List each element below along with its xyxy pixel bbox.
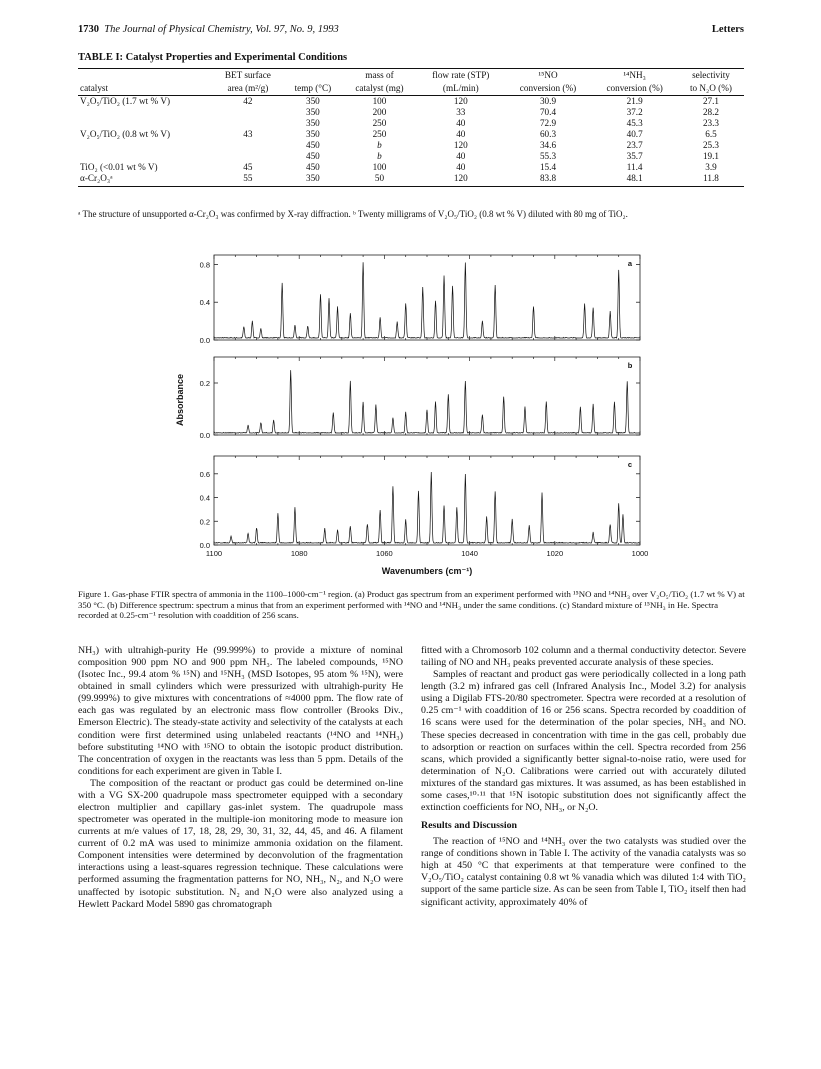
y-tick-label: 0.0 xyxy=(199,336,210,345)
figure-caption-text: Figure 1. Gas-phase FTIR spectra of ammonia in the 1100–1000-cm⁻¹ region. (a) Product gas spectrum from an experiment performed with ¹⁵NO and ¹⁴NH₃ over V₂O₅/TiO₂ (1.7 wt % V) at 350 °C. (b) Difference spectrum: spectrum a minus that from an experiment performed with ¹⁴NO and ¹⁴NH₃ under the same conditions. (c) Standard mixture of ¹⁵NH₃ in He. Spectra recorded at 0.25-cm⁻¹ resolution with coaddition of 256 scans. xyxy=(78,589,745,621)
x-tick-label: 1040 xyxy=(461,549,478,558)
figure-caption xyxy=(78,589,748,621)
page-number: 1730 xyxy=(78,24,99,35)
table-cell: 350 xyxy=(305,118,320,129)
section-heading: Results and Discussion xyxy=(421,820,518,832)
table-cell: 350 xyxy=(305,96,320,107)
paragraph: The reaction of ¹⁵NO and ¹⁴NH₃ over the two catalysts was studied over the range of conditions shown in Table I. The activity of the vanadia catalysts was so high at 450 °C that experiments at that temperature were confined to the V₂O₅/TiO₂ catalyst containing 0.8 wt % vanadia which was diluted 1:4 with TiO₂ support of the same particle size. As can be seen from Table I, TiO₂ itself then had significant activity, approximately 40% of xyxy=(421,836,746,908)
table-header-cell: ¹⁴NH₃ xyxy=(591,69,678,82)
table-cell: 450 xyxy=(305,151,320,162)
table-cell: 30.9 xyxy=(539,96,557,107)
table-cell: 42 xyxy=(243,96,253,107)
table-cell: α-Cr₂O₃ᵃ xyxy=(78,173,212,187)
y-tick-label: 0.4 xyxy=(199,298,210,308)
table-cell: 450 xyxy=(305,162,320,173)
table-cell: 40 xyxy=(456,129,466,140)
table-cell: 450 xyxy=(305,140,320,151)
x-tick-label: 1100 xyxy=(205,549,223,558)
table-cell: 23.7 xyxy=(626,140,643,151)
table-cell: 48.1 xyxy=(591,173,678,187)
section-name: Letters xyxy=(711,24,744,35)
table-cell: 40 xyxy=(456,162,466,173)
table-cell: 100 xyxy=(372,162,387,173)
table-header-cell: mass of xyxy=(342,69,417,82)
table-cell: V₂O₅/TiO₂ (0.8 wt % V) xyxy=(80,129,171,140)
plot-frame xyxy=(214,357,640,435)
table-cell: 72.9 xyxy=(539,118,557,129)
paragraph: fitted with a Chromosorb 102 column and a thermal conductivity detector. Severe tailing of NO and NH₃ peaks prevented accurate analysis of these species. xyxy=(421,645,746,669)
table-cell: 23.3 xyxy=(702,118,720,129)
y-tick-label: 0.0 xyxy=(199,541,210,550)
table-title: TABLE I: Catalyst Properties and Experimental Conditions xyxy=(78,52,348,63)
table-cell: 6.5 xyxy=(705,129,717,140)
table-header-cell: (mL/min) xyxy=(417,82,505,96)
body-column-left xyxy=(78,645,403,911)
table-cell: 11.8 xyxy=(678,173,744,187)
table-cell: b xyxy=(377,140,382,151)
table-header-cell: to N₂O (%) xyxy=(678,82,744,96)
spectrum-line xyxy=(214,472,640,543)
table-header-cell: ¹⁵NO xyxy=(505,69,592,82)
x-tick-label: 1080 xyxy=(290,549,308,558)
y-tick-label: 0.8 xyxy=(199,260,210,270)
table-cell: 350 xyxy=(284,173,342,187)
table-header-cell: catalyst xyxy=(78,82,212,96)
y-tick-label: 0.2 xyxy=(199,379,210,388)
spectrum-line xyxy=(214,370,640,433)
table-cell: 45.3 xyxy=(626,118,643,129)
table-header-cell: conversion (%) xyxy=(591,82,678,96)
table-header-cell: flow rate (STP) xyxy=(417,69,505,82)
table-cell: 100 xyxy=(372,96,387,107)
table-cell: 83.8 xyxy=(505,173,592,187)
table-header-cell: area (m²/g) xyxy=(212,82,284,96)
body-column-right xyxy=(421,645,746,909)
table-header-cell: conversion (%) xyxy=(505,82,592,96)
table-header-cell: BET surface xyxy=(212,69,284,82)
table-cell: 19.1 xyxy=(702,151,720,162)
table-cell: 37.2 xyxy=(626,107,643,118)
table-cell: 25.3 xyxy=(702,140,720,151)
panel-label: c xyxy=(627,460,633,469)
table-cell: 120 xyxy=(453,140,468,151)
table-cell: 350 xyxy=(305,107,320,118)
table-cell: 35.7 xyxy=(626,151,643,162)
table-cell: 50 xyxy=(342,173,417,187)
panel-label: a xyxy=(627,259,633,268)
table-header-cell: catalyst (mg) xyxy=(342,82,417,96)
table-cell: 70.4 xyxy=(539,107,557,118)
table-cell: 34.6 xyxy=(539,140,557,151)
journal-citation: The Journal of Physical Chemistry, Vol. 97, No. 9, 1993 xyxy=(104,24,339,35)
table-cell: TiO₂ (<0.01 wt % V) xyxy=(80,162,158,173)
table-cell: 120 xyxy=(417,173,505,187)
table-cell: 45 xyxy=(243,162,253,173)
table-header-cell: selectivity xyxy=(678,69,744,82)
table-cell: 200 xyxy=(372,107,387,118)
table-header-cell: temp (°C) xyxy=(284,82,342,96)
table-cell: 40 xyxy=(456,118,466,129)
paragraph: The composition of the reactant or product gas could be determined on-line with a VG SX-200 quadrupole mass spectrometer equipped with a secondary electron multiplier and capillary gas-inlet system. The quadrupole mass spectrometer was operated in the multiple-ion monitoring mode to measure ion currents at m/e values of 17, 18, 28, 29, 30, 31, 32, 44, 45, and 46. A filament current of 0.2 mA was used to minimize ammonia oxidation on the filament. Component intensities were determined by deconvolution of the fragmentation interactions using a least-squares regression technique. These calculations were performed assuming the fragmentation patterns for NO, NH₃, N₂, and N₂O were unaffected by isotopic substitution. N₂ and N₂O were also analyzed using a Hewlett Packard Model 5890 gas chromatograph xyxy=(78,777,403,910)
table-cell: 60.3 xyxy=(539,129,557,140)
table-cell: 40 xyxy=(456,151,466,162)
panel-label: b xyxy=(627,361,633,370)
table-footnote: ᵃ The structure of unsupported α-Cr₂O₃ was confirmed by X-ray diffraction. ᵇ Twenty milligrams of V₂O₅/TiO₂ (0.8 wt % V) diluted with 80 mg of TiO₂. xyxy=(78,209,628,219)
table-cell: b xyxy=(377,151,382,162)
table-cell: 15.4 xyxy=(539,162,557,173)
table-cell: 350 xyxy=(305,129,320,140)
x-tick-label: 1020 xyxy=(546,549,564,558)
table-cell: 21.9 xyxy=(626,96,643,107)
y-tick-label: 0.4 xyxy=(199,493,210,503)
y-tick-label: 0.6 xyxy=(199,469,210,479)
plot-frame xyxy=(214,255,640,340)
y-tick-label: 0.2 xyxy=(199,517,210,527)
table-cell: 33 xyxy=(456,107,466,118)
table-cell: 250 xyxy=(372,118,387,129)
table-cell: 3.9 xyxy=(705,162,717,173)
x-tick-label: 1000 xyxy=(631,549,649,558)
table-cell: 40.7 xyxy=(626,129,643,140)
table-cell: 55 xyxy=(212,173,284,187)
y-tick-label: 0.0 xyxy=(199,431,210,440)
plot-frame xyxy=(214,456,640,545)
table-cell: 43 xyxy=(243,129,253,140)
table-cell: V₂O₅/TiO₂ (1.7 wt % V) xyxy=(80,96,171,107)
y-axis-title: Absorbance xyxy=(175,373,185,427)
paragraph: Samples of reactant and product gas were periodically collected in a long path length (3.2 m) infrared gas cell (Infrared Analysis Inc., Model 3.2) for analysis using a Digilab FTS-20/80 spectrometer. Spectra were recorded at a resolution of 0.25 cm⁻¹ with coaddition of 16 or 256 scans. Spectra recorded by coaddition of 16 scans were used for the determination of the polar species, NH₃ and NO. These species decreased in concentration with time in the gas cell, probably due to adsorption or reaction on surfaces within the cell. Spectra recorded from 256 scans, which provided a significantly better signal-to-noise ratio, were used for determination of N₂O. Calibrations were carried out with accurately diluted mixtures of the standard gas mixtures. It was assumed, as has been established in some cases,¹⁰·¹¹ that ¹⁵N isotopic substitution does not significantly affect the extinction coefficients for NO, NH₃, or N₂O. xyxy=(421,669,746,814)
table-cell: 11.4 xyxy=(626,162,643,173)
table-cell: 120 xyxy=(453,96,468,107)
paragraph: NH₃) with ultrahigh-purity He (99.999%) to provide a mixture of nominal composition 900 ppm NO and 900 ppm NH₃. The labeled compounds, ¹⁵NO (Isotec Inc., 99.4 atom % ¹⁵N) and ¹⁵NH₃ (MSD Isotopes, 95 atom % ¹⁵N), were obtained in small cylinders which were pressurized with ultrahigh-purity He (99.999%) to give mixtures with concentrations of ≈4000 ppm. The flow rate of each gas was regulated by an electronic mass flow controller (Brooks Div., Emerson Electric). The steady-state activity and selectivity of the catalysts at each condition were first determined using unlabeled reactants (¹⁴NO and ¹⁴NH₃) before substituting ¹⁴NO with ¹⁵NO to obtain the isotopic product distribution. The concentration of oxygen in the reactants was less than 5 ppm. Details of the conditions for each experiment are given in Table I. xyxy=(78,645,403,777)
spectrum-line xyxy=(214,262,640,338)
table-cell: 28.2 xyxy=(702,107,720,118)
x-tick-label: 1060 xyxy=(376,549,393,558)
x-axis-title: Wavenumbers (cm⁻¹) xyxy=(381,566,473,576)
table-cell: 55.3 xyxy=(539,151,557,162)
table-cell: 27.1 xyxy=(702,96,720,107)
table-cell: 250 xyxy=(372,129,387,140)
